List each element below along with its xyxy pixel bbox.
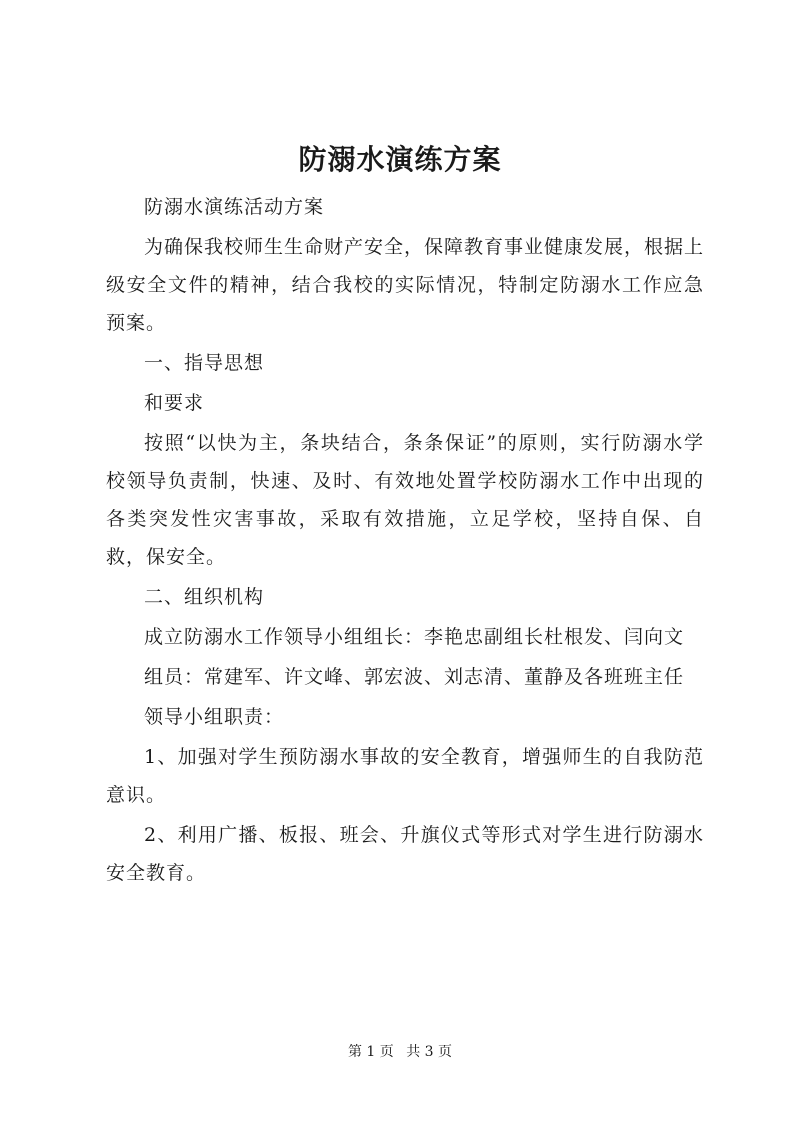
section-heading-guiding-ideology: 一、指导思想 xyxy=(144,352,265,374)
paragraph-duties-heading: 领导小组职责： xyxy=(144,706,285,728)
section-heading-requirements: 和要求 xyxy=(144,392,205,414)
paragraph-subtitle: 防溺水演练活动方案 xyxy=(144,196,325,218)
section-heading-organization: 二、组织机构 xyxy=(144,586,265,608)
paragraph-duty-2: 2、利用广播、板报、班会、升旗仪式等形式对学生进行防溺水安全教育。 xyxy=(106,824,704,884)
document-body xyxy=(106,188,704,894)
page-total: 共 3 页 xyxy=(406,1044,453,1060)
paragraph-duty-1: 1、加强对学生预防溺水事故的安全教育，增强师生的自我防范意识。 xyxy=(106,746,704,806)
document-title: 防溺水演练方案 xyxy=(298,143,502,176)
paragraph-principles: 按照“以快为主，条块结合，条条保证”的原则，实行防溺水学校领导负责制，快速、及时、有效地处置学校防溺水工作中出现的各类突发性灾害事故，采取有效措施，立足学校，坚持自保、自救，保安全。 xyxy=(106,432,704,568)
page-number: 第 1 页 xyxy=(347,1044,394,1060)
paragraph-members: 组员：常建军、许文峰、郭宏波、刘志清、董静及各班班主任 xyxy=(144,666,685,688)
paragraph-leadership-group: 成立防溺水工作领导小组组长：李艳忠副组长杜根发、闫向文 xyxy=(144,626,685,648)
paragraph-intro: 为确保我校师生生命财产安全，保障教育事业健康发展，根据上级安全文件的精神，结合我校的实际情况，特制定防溺水工作应急预案。 xyxy=(106,236,705,334)
page-footer xyxy=(0,1042,800,1062)
